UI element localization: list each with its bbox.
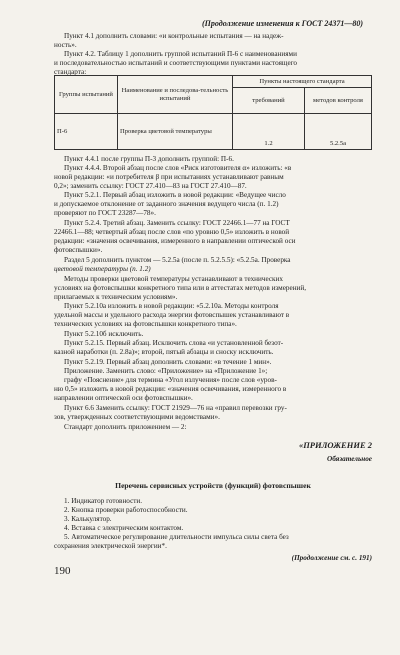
paragraph-line: фотовспышки». (54, 246, 103, 254)
paragraph-line: цветовой температуры (п. 1.2) (54, 265, 151, 273)
running-header: (Продолжение изменения к ГОСТ 24371—80) (202, 20, 364, 28)
list-item: 3. Калькулятор. (64, 515, 112, 523)
paragraph-line: и допускаемое отклонение от заданного значения ведущего числа (п. 1.2) (54, 200, 279, 208)
paragraph-line: Пункт 5.2.1. Первый абзац изложить в новой редакции: «Ведущее число (64, 191, 286, 199)
paragraph-line: Стандарт дополнить приложением — 2: (64, 423, 187, 431)
paragraph-line: Приложение. Заменить слово: «Приложение» на «Приложение 1»; (64, 367, 268, 375)
paragraph-line: стандарта: (54, 68, 87, 76)
paragraph-line: направлении оптической оси фотовспышки». (54, 394, 193, 402)
table-header-group: Группы испытаний (55, 76, 118, 114)
table-cell-name: Проверка цветовой температуры (118, 114, 233, 150)
test-groups-table (54, 75, 372, 150)
paragraph-line: Раздел 5 дополнить пунктом — 5.2.5а (после п. 5.2.5.5): «5.2.5а. Проверка (64, 256, 291, 264)
paragraph-line: графу «Пояснение» для термина «Угол излучения» после слов «уров- (64, 376, 277, 384)
paragraph-line: технических условиях на фотовспышки конкретного типа». (54, 320, 237, 328)
list-item: 1. Индикатор готовности. (64, 497, 143, 505)
table-row (55, 114, 372, 150)
paragraph-line: Пункт 5.2.15. Первый абзац. Исключить слова «и установленной безот- (64, 339, 284, 347)
list-title: Перечень сервисных устройств (функций) фотовспышек (115, 482, 311, 490)
paragraph-line: Пункт 4.2. Таблицу 1 дополнить группой испытаний П-6 с наименованиями (64, 50, 297, 58)
table-header-methods: методов контроля (305, 88, 372, 114)
list-item: сохранения электрической энергии*. (54, 542, 167, 550)
list-item: 2. Кнопка проверки работоспособности. (64, 506, 188, 514)
paragraph-line: Пункт 6.6 Заменить ссылку: ГОСТ 21929—76 на «правил перевозки гру- (64, 404, 287, 412)
page-number: 190 (54, 565, 71, 577)
paragraph-line: ность». (54, 41, 77, 49)
table-header-points: Пункты настоящего стандарта (233, 76, 372, 88)
paragraph-line: ню 0,5» изложить в новой редакции: «значения освечивания, измеренного в (54, 385, 287, 393)
paragraph-line: 0,2»; заменить ссылку: ГОСТ 27.410—83 на ГОСТ 27.410—87. (54, 182, 247, 190)
paragraph-line: Пункт 5.2.10а изложить в новой редакции: «5.2.10а. Методы контроля (64, 302, 279, 310)
table-header-name: Наименование и последова-тельность испытаний (118, 76, 233, 114)
paragraph-line: редакции: «значения освечивания, измеренного в направлении оптической оси (54, 237, 296, 245)
list-item: 5. Автоматическое регулирование длительности импульса силы света без (64, 533, 289, 541)
table-cell-requirements: 1.2 (233, 114, 305, 150)
table-cell-group: П-6 (55, 114, 118, 150)
paragraph-line: Пункт 5.2.19. Первый абзац дополнить словами: «в течение 1 мин». (64, 358, 272, 366)
paragraph-line: Методы проверки цветовой температуры устанавливают в технических (64, 275, 283, 283)
paragraph-line: Пункт 5.2.4. Третий абзац. Заменить ссылку: ГОСТ 22466.1—77 на ГОСТ (64, 219, 290, 227)
appendix-subtitle: Обязательное (327, 455, 372, 463)
paragraph-line: зов, утвержденных соответствующими ведомствами». (54, 413, 220, 421)
list-item: 4. Вставка с электрическим контактом. (64, 524, 184, 532)
paragraph-line: условиях на фотовспышки конкретного типа или в аттестатах методов измерений, (54, 284, 307, 292)
paragraph-line: удельной массы и удельного расхода энергии фотовспышек устанавливают в (54, 311, 290, 319)
paragraph-line: Пункт 4.4.4. Второй абзац после слов «Риск изготовителя α» изложить: «в (64, 164, 292, 172)
paragraph-line: Пункт 4.1 дополнить словами: «и контрольные испытания — на надеж- (64, 32, 284, 40)
paragraph-line: прилагаемых к техническим условиям». (54, 293, 178, 301)
paragraph-line: проверяют по ГОСТ 23287—78». (54, 209, 156, 217)
paragraph-line: и последовательностью испытаний и соответствующими пунктами настоящего (54, 59, 298, 67)
table-cell-methods: 5.2.5а (305, 114, 372, 150)
continuation-note: (Продолжение см. с. 191) (291, 554, 372, 562)
table-header-requirements: требований (233, 88, 305, 114)
paragraph-line: Пункт 4.4.1 после группы П-3 дополнить группой: П-6. (64, 155, 234, 163)
appendix-title: «ПРИЛОЖЕНИЕ 2 (298, 441, 372, 450)
paragraph-line: 22466.1—88; четвертый абзац после слов «по уровню 0,5» изложить в новой (54, 228, 290, 236)
paragraph-line: казной наработки (п. 2.8а)»; второй, пятый абзацы и сноску исключить. (54, 348, 274, 356)
paragraph-line: новой редакции: «и потребителя β при испытаниях устанавливают равным (54, 173, 284, 181)
paragraph-line: Пункт 5.2.10б исключить. (64, 330, 144, 338)
